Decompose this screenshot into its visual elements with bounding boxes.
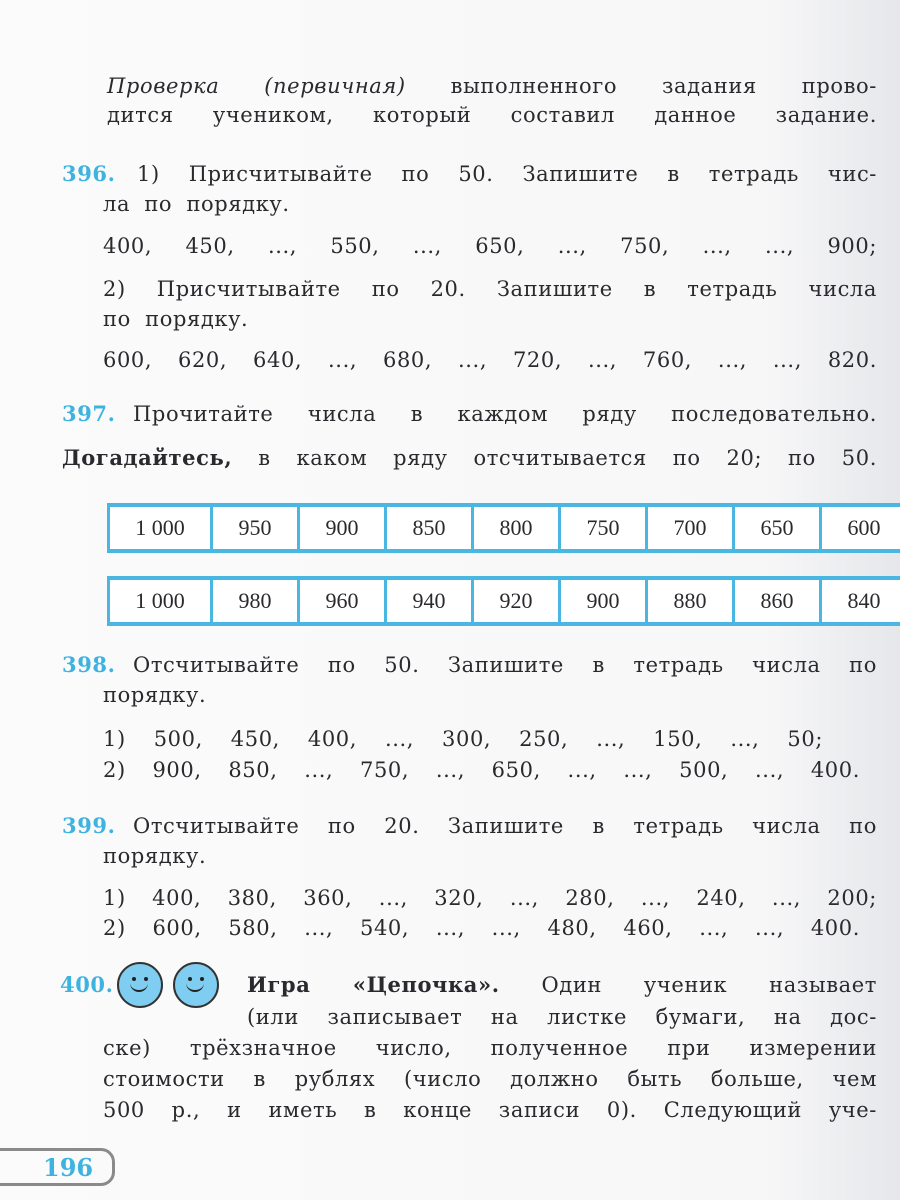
- cell: 860: [735, 580, 822, 622]
- ex399-line-1: Отсчитывайте по 20. Запишите в тетрадь числа по: [133, 814, 877, 838]
- exercise-number-400: 400.: [60, 972, 114, 997]
- ex396-line-1: 1) Присчитывайте по 50. Запишите в тетрадь чис-: [137, 162, 877, 186]
- exercise-number-398: 398.: [62, 652, 116, 677]
- number-row-table-1: [107, 503, 900, 553]
- ex397-line-2: [62, 443, 877, 473]
- cell: 650: [735, 507, 822, 549]
- ex396-seq-1: 400, 450, ..., 550, ..., 650, ..., 750, ..., ..., 900;: [103, 234, 877, 258]
- ex398-seq-1: 1) 500, 450, 400, ..., 300, 250, ..., 150, ..., 50;: [103, 727, 823, 751]
- cell: 950: [213, 507, 300, 549]
- intro-text: выполненного задания прово-: [450, 74, 877, 98]
- ex396-seq-2: 600, 620, 640, ..., 680, ..., 720, ..., 760, ..., ..., 820.: [103, 348, 877, 372]
- cell: 700: [648, 507, 735, 549]
- cell: 920: [474, 580, 561, 622]
- cell: 1 000: [110, 507, 213, 549]
- cell: 940: [387, 580, 474, 622]
- ex400-bold: Игра «Цепочка».: [247, 972, 500, 997]
- cell: 800: [474, 507, 561, 549]
- ex398-seq-2: 2) 900, 850, ..., 750, ..., 650, ..., ..., 500, ..., 400.: [103, 758, 860, 782]
- intro-line-1: [107, 71, 877, 101]
- cell: 880: [648, 580, 735, 622]
- ex396-line-4: по порядку.: [103, 307, 249, 331]
- ex399-seq-2: 2) 600, 580, ..., 540, ..., ..., 480, 460, ..., ..., 400.: [103, 916, 860, 940]
- ex398-line-2: порядку.: [103, 683, 207, 707]
- ex398-line-1: Отсчитывайте по 50. Запишите в тетрадь числа по: [133, 653, 877, 677]
- ex400-line-1: [247, 970, 877, 1000]
- cell: 840: [822, 580, 900, 622]
- intro-italic: Проверка (первичная): [107, 74, 406, 98]
- ex397-line-1: Прочитайте числа в каждом ряду последовательно.: [133, 402, 877, 426]
- smiley-icon: [117, 962, 163, 1008]
- cell: 750: [561, 507, 648, 549]
- ex396-line-2: ла по порядку.: [103, 192, 290, 216]
- exercise-number-399: 399.: [62, 813, 116, 838]
- cell: 850: [387, 507, 474, 549]
- ex397-text: в каком ряду отсчитывается по 20; по 50.: [258, 446, 877, 470]
- ex400-text: Один ученик называет: [541, 973, 877, 997]
- cell: 980: [213, 580, 300, 622]
- ex396-line-3: 2) Присчитывайте по 20. Запишите в тетрадь числа: [103, 277, 877, 301]
- cell: 1 000: [110, 580, 213, 622]
- exercise-number-397: 397.: [62, 401, 116, 426]
- cell: 900: [300, 507, 387, 549]
- ex399-seq-1: 1) 400, 380, 360, ..., 320, ..., 280, ..., 240, ..., 200;: [103, 886, 877, 910]
- ex400-line-2: (или записывает на листке бумаги, на дос-: [247, 1005, 877, 1029]
- cell: 960: [300, 580, 387, 622]
- ex397-bold: Догадайтесь,: [62, 445, 233, 470]
- page-number: 196: [0, 1148, 115, 1186]
- ex400-line-3: ске) трёхзначное число, полученное при измерении: [103, 1036, 877, 1060]
- cell: 900: [561, 580, 648, 622]
- smiley-icon: [173, 962, 219, 1008]
- intro-line-2: дится учеником, который составил данное задание.: [107, 103, 877, 127]
- ex400-line-5: 500 р., и иметь в конце записи 0). Следующий уче-: [103, 1098, 877, 1122]
- cell: 600: [822, 507, 900, 549]
- ex400-line-4: стоимости в рублях (число должно быть больше, чем: [103, 1067, 877, 1091]
- ex399-line-2: порядку.: [103, 844, 207, 868]
- number-row-table-2: [107, 576, 900, 626]
- exercise-number-396: 396.: [62, 161, 116, 186]
